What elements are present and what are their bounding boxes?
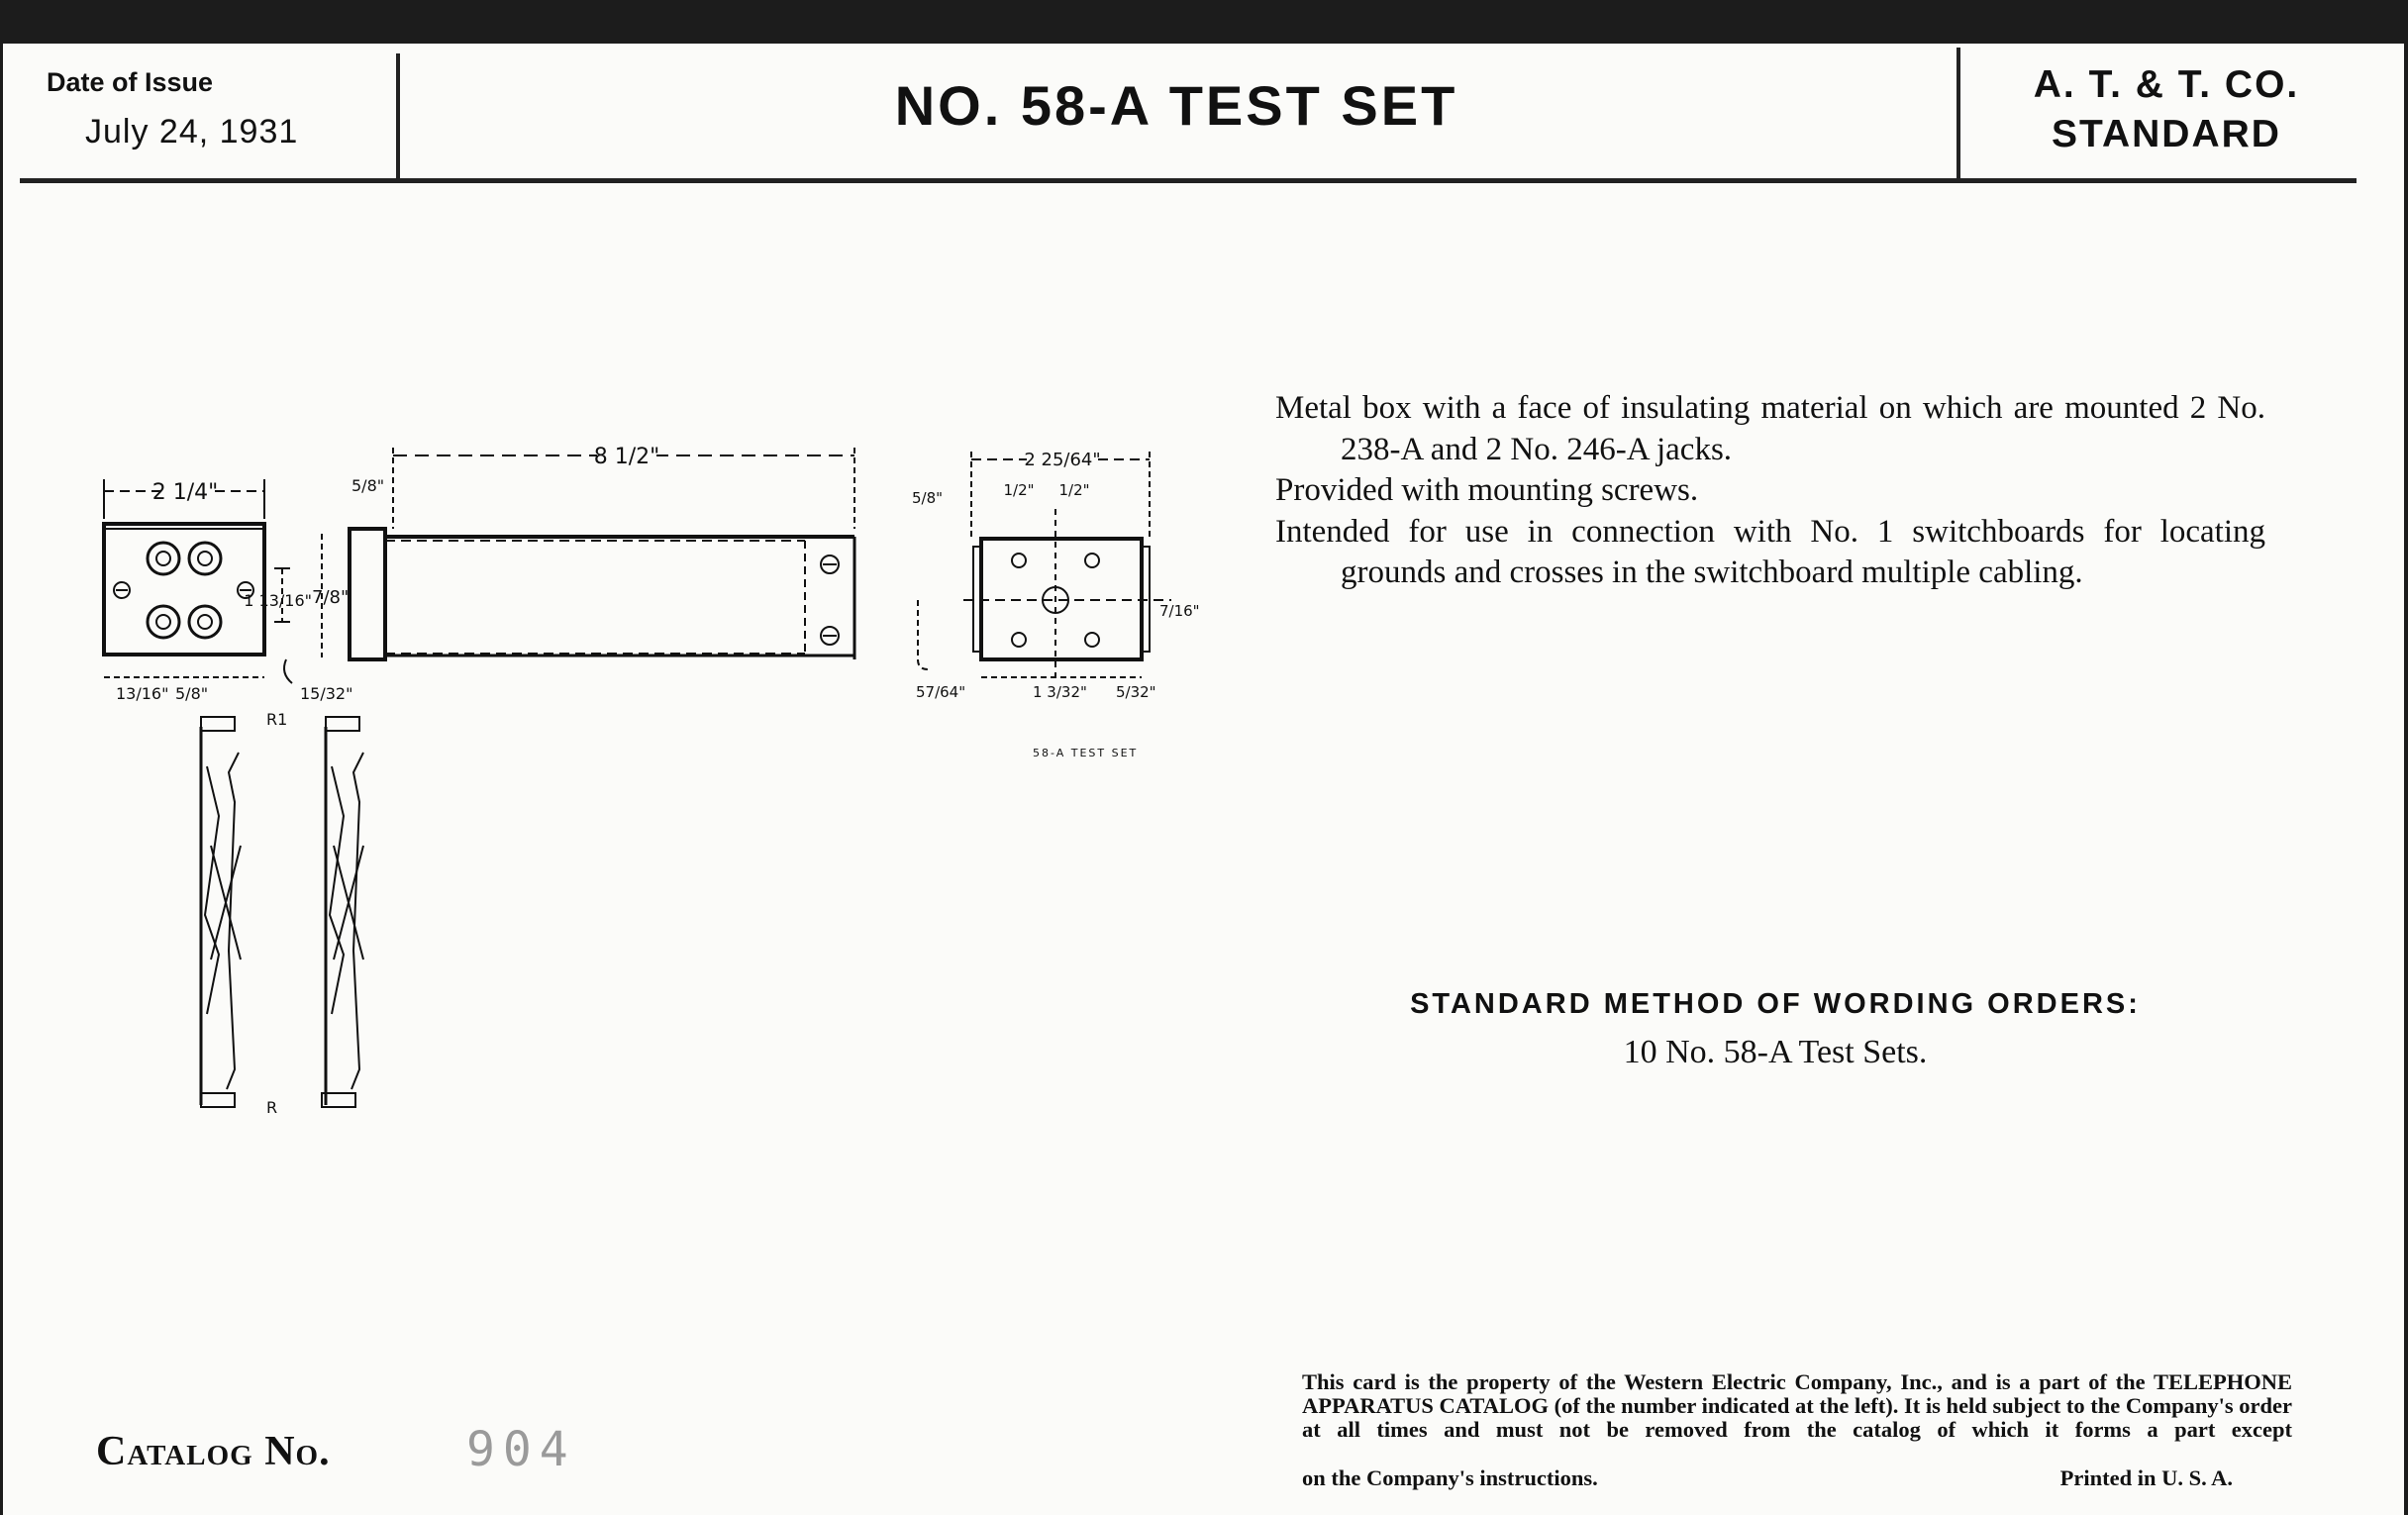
drawing-caption: 58-A TEST SET [1033, 747, 1139, 759]
page-title: NO. 58-A TEST SET [894, 74, 1458, 137]
description [1275, 388, 2265, 594]
description-paragraph: Metal box with a face of insulating material on which are mounted 2 No. 238-A and 2 No. 246-A jacks. [1275, 390, 2265, 467]
label-r: R [266, 1098, 278, 1117]
description-paragraph: Provided with mounting screws. [1275, 472, 1699, 508]
front-view [104, 475, 352, 703]
printed-in-label: Printed in U. S. A. [2059, 1465, 2233, 1490]
date-of-issue-label: Date of Issue [47, 67, 214, 97]
top-bottom-left-dim: 57/64" [916, 683, 966, 701]
ordering-text: 10 No. 58-A Test Sets. [1623, 1034, 1928, 1070]
header-rule [20, 178, 2357, 183]
ownership-notice: This card is the property of the Western Electric Company, Inc., and is a part of the TELEPHONE APPARATUS CATALOG (of the number indicated at the left). It is held subject to the Company's order at all times and must not be removed from the catalog of which it forms a part except [1302, 1369, 2292, 1442]
front-mid-dim: 5/8" [175, 684, 209, 703]
ordering-heading: STANDARD METHOD OF WORDING ORDERS: [1410, 988, 2141, 1020]
header-divider-right [1956, 48, 1960, 178]
description-paragraph: Intended for use in connection with No. 1 switchboards for locating grounds and crosses in the switchboard multiple cabling. [1275, 513, 2265, 590]
date-of-issue: July 24, 1931 [85, 113, 299, 151]
jack-circuit-diagram [201, 710, 363, 1117]
side-face-dim: 5/8" [351, 476, 385, 495]
company-name: A. T. & T. CO. [2033, 63, 2300, 106]
side-length-dim: 8 1/2" [593, 445, 660, 469]
label-r1: R1 [266, 710, 288, 729]
notice-end-text: on the Company's instructions. [1302, 1465, 1598, 1490]
top-hole-a-dim: 1/2" [1003, 481, 1035, 499]
ownership-notice-end [1302, 1465, 2292, 1491]
standard-label: STANDARD [2052, 113, 2281, 155]
catalog-number: 904 [466, 1422, 576, 1477]
top-width-dim: 2 25/64" [1024, 450, 1101, 470]
top-bottom-right-dim: 5/32" [1116, 683, 1156, 701]
catalog-card [3, 44, 2404, 1515]
side-height-dim: 1 13/16" [244, 591, 312, 610]
front-left-dim: 13/16" [116, 684, 169, 703]
top-left-dim: 5/8" [912, 489, 944, 507]
front-width-dim: 2 1/4" [151, 480, 219, 505]
technical-drawing [92, 380, 1201, 1153]
front-depth-dim: 15/32" [300, 684, 353, 703]
catalog-label: Catalog No. [96, 1429, 331, 1474]
top-right-dim: 7/16" [1159, 602, 1200, 620]
top-hole-b-dim: 1/2" [1058, 481, 1090, 499]
top-view [912, 436, 1200, 759]
side-view [244, 436, 854, 659]
front-height-dim: 7/8" [312, 587, 350, 608]
top-bottom-mid-dim: 1 3/32" [1033, 683, 1087, 701]
